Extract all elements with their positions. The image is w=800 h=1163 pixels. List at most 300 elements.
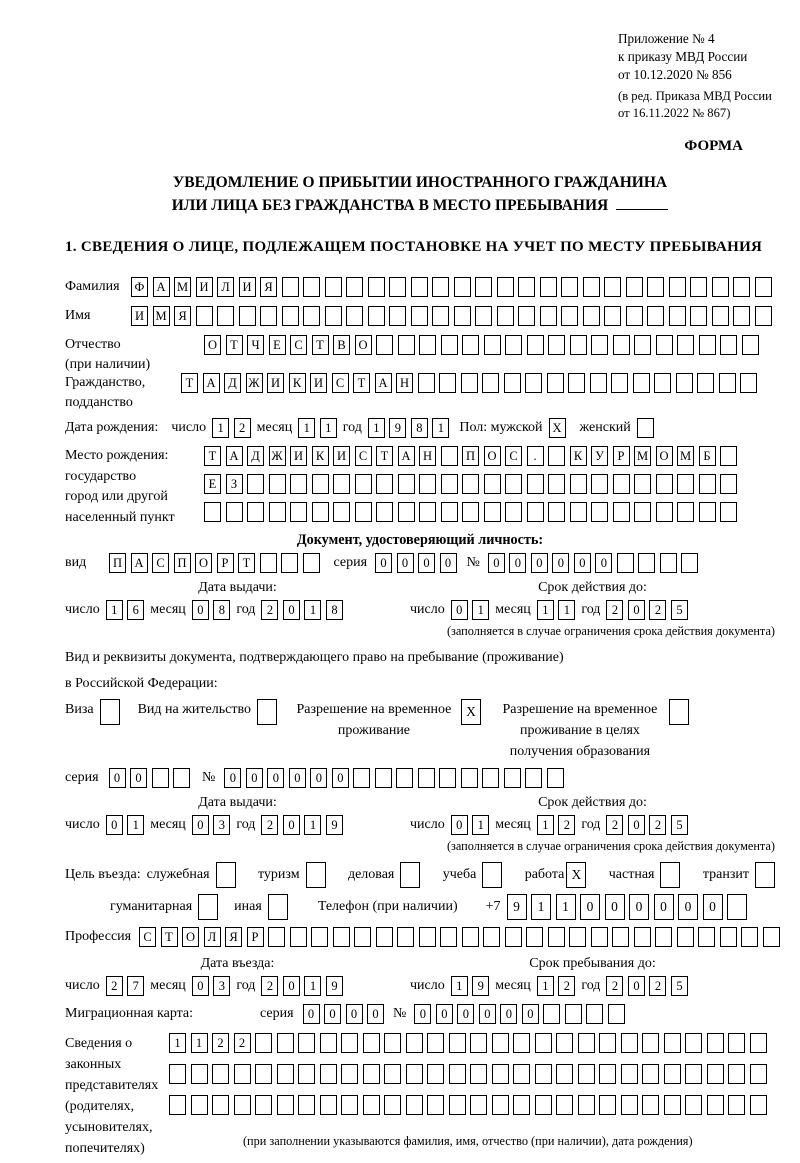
char-cell[interactable]: 0 [289,768,306,788]
surname-input[interactable] [131,277,772,297]
char-cell[interactable] [634,502,651,522]
char-cell[interactable] [504,373,521,393]
char-cell[interactable] [677,927,694,947]
char-cell[interactable]: 0 [418,553,435,573]
char-cell[interactable]: 9 [326,976,343,996]
char-cell[interactable] [312,502,329,522]
char-cell[interactable] [441,335,458,355]
char-cell[interactable] [418,768,435,788]
char-cell[interactable] [612,927,629,947]
char-cell[interactable] [633,373,650,393]
char-cell[interactable] [449,1064,466,1084]
residence-valid-year[interactable] [606,815,688,835]
char-cell[interactable] [690,306,707,326]
char-cell[interactable] [698,927,715,947]
char-cell[interactable] [561,306,578,326]
char-cell[interactable] [303,306,320,326]
char-cell[interactable] [583,306,600,326]
char-cell[interactable]: З [226,474,243,494]
char-cell[interactable]: 1 [556,894,576,920]
doc-kind-input[interactable] [109,553,320,573]
char-cell[interactable]: 0 [654,894,674,920]
char-cell[interactable] [570,335,587,355]
char-cell[interactable]: А [153,277,170,297]
char-cell[interactable]: А [131,553,148,573]
char-cell[interactable] [419,502,436,522]
char-cell[interactable] [669,277,686,297]
char-cell[interactable]: Т [353,373,370,393]
sex-male-checkbox[interactable] [549,418,566,438]
char-cell[interactable] [257,699,277,725]
char-cell[interactable]: Д [224,373,241,393]
char-cell[interactable]: 2 [649,600,666,620]
char-cell[interactable] [441,474,458,494]
char-cell[interactable] [728,1095,745,1115]
char-cell[interactable]: О [182,927,199,947]
char-cell[interactable] [755,862,775,888]
birth-place-input-row2[interactable] [204,474,737,494]
char-cell[interactable]: 0 [192,815,209,835]
purpose-private-checkbox[interactable] [660,862,680,888]
char-cell[interactable]: Ф [131,277,148,297]
residence-issue-year[interactable] [261,815,343,835]
char-cell[interactable] [707,1064,724,1084]
char-cell[interactable]: С [152,553,169,573]
char-cell[interactable]: 1 [298,418,315,438]
char-cell[interactable] [525,768,542,788]
char-cell[interactable] [642,1095,659,1115]
char-cell[interactable]: 1 [537,815,554,835]
char-cell[interactable] [699,502,716,522]
char-cell[interactable] [462,474,479,494]
char-cell[interactable]: 9 [326,815,343,835]
char-cell[interactable] [548,474,565,494]
char-cell[interactable] [470,1033,487,1053]
char-cell[interactable]: 5 [671,976,688,996]
char-cell[interactable]: В [333,335,350,355]
char-cell[interactable]: 0 [283,815,300,835]
char-cell[interactable] [568,373,585,393]
char-cell[interactable] [599,1095,616,1115]
char-cell[interactable] [527,474,544,494]
char-cell[interactable] [341,1095,358,1115]
char-cell[interactable]: Д [247,446,264,466]
char-cell[interactable] [152,768,169,788]
char-cell[interactable] [611,373,628,393]
char-cell[interactable] [398,474,415,494]
char-cell[interactable] [548,502,565,522]
char-cell[interactable]: 2 [234,1033,251,1053]
char-cell[interactable] [277,1033,294,1053]
sex-female-checkbox[interactable] [637,418,654,438]
purpose-work-checkbox[interactable] [566,862,586,888]
char-cell[interactable] [728,1033,745,1053]
char-cell[interactable] [346,277,363,297]
char-cell[interactable] [741,927,758,947]
char-cell[interactable] [441,502,458,522]
char-cell[interactable]: 0 [310,768,327,788]
char-cell[interactable] [685,1095,702,1115]
char-cell[interactable]: М [634,446,651,466]
char-cell[interactable] [712,306,729,326]
char-cell[interactable] [755,277,772,297]
char-cell[interactable] [642,1033,659,1053]
representatives-input-row3[interactable] [169,1095,767,1115]
char-cell[interactable] [269,474,286,494]
char-cell[interactable] [676,373,693,393]
char-cell[interactable] [664,1033,681,1053]
char-cell[interactable]: Л [217,277,234,297]
char-cell[interactable]: С [505,446,522,466]
char-cell[interactable]: 0 [531,553,548,573]
char-cell[interactable] [406,1064,423,1084]
char-cell[interactable]: 8 [213,600,230,620]
char-cell[interactable]: 0 [324,1004,341,1024]
char-cell[interactable]: 2 [212,1033,229,1053]
char-cell[interactable] [303,277,320,297]
char-cell[interactable] [191,1095,208,1115]
char-cell[interactable]: О [204,335,221,355]
char-cell[interactable]: 2 [558,815,575,835]
char-cell[interactable] [376,502,393,522]
char-cell[interactable] [260,306,277,326]
entry-year[interactable] [261,976,343,996]
char-cell[interactable] [599,1064,616,1084]
char-cell[interactable] [353,768,370,788]
char-cell[interactable] [591,927,608,947]
char-cell[interactable]: С [332,373,349,393]
char-cell[interactable] [535,1064,552,1084]
char-cell[interactable] [427,1033,444,1053]
char-cell[interactable]: 0 [192,976,209,996]
char-cell[interactable] [398,335,415,355]
char-cell[interactable] [461,768,478,788]
char-cell[interactable] [341,1064,358,1084]
char-cell[interactable]: 1 [472,600,489,620]
doc-issue-month[interactable] [192,600,231,620]
birth-year-input[interactable] [368,418,450,438]
char-cell[interactable] [427,1064,444,1084]
char-cell[interactable] [497,277,514,297]
char-cell[interactable] [325,277,342,297]
char-cell[interactable] [483,927,500,947]
char-cell[interactable] [198,894,218,920]
char-cell[interactable]: 0 [678,894,698,920]
char-cell[interactable]: И [290,446,307,466]
char-cell[interactable] [239,306,256,326]
char-cell[interactable] [647,306,664,326]
char-cell[interactable] [497,306,514,326]
char-cell[interactable]: А [375,373,392,393]
char-cell[interactable] [669,306,686,326]
char-cell[interactable] [655,927,672,947]
char-cell[interactable] [626,306,643,326]
char-cell[interactable] [664,1064,681,1084]
char-cell[interactable] [664,1095,681,1115]
char-cell[interactable] [475,306,492,326]
char-cell[interactable]: И [310,373,327,393]
char-cell[interactable] [492,1064,509,1084]
char-cell[interactable] [543,1004,560,1024]
char-cell[interactable] [234,1095,251,1115]
char-cell[interactable] [505,474,522,494]
char-cell[interactable] [547,768,564,788]
char-cell[interactable] [504,768,521,788]
char-cell[interactable] [654,373,671,393]
char-cell[interactable] [333,927,350,947]
char-cell[interactable] [260,553,277,573]
char-cell[interactable] [312,474,329,494]
char-cell[interactable]: 0 [246,768,263,788]
char-cell[interactable] [406,1095,423,1115]
char-cell[interactable] [470,1064,487,1084]
char-cell[interactable] [647,277,664,297]
char-cell[interactable]: 2 [261,976,278,996]
char-cell[interactable]: Н [396,373,413,393]
char-cell[interactable]: 2 [606,976,623,996]
char-cell[interactable]: 0 [375,553,392,573]
char-cell[interactable] [638,553,655,573]
char-cell[interactable] [513,1033,530,1053]
char-cell[interactable] [547,373,564,393]
char-cell[interactable]: И [333,446,350,466]
char-cell[interactable] [505,927,522,947]
char-cell[interactable] [621,1095,638,1115]
char-cell[interactable] [518,277,535,297]
char-cell[interactable] [548,446,565,466]
char-cell[interactable]: А [203,373,220,393]
char-cell[interactable]: 0 [106,815,123,835]
temp-permit-checkbox[interactable] [461,699,481,725]
citizenship-input[interactable] [181,373,757,393]
char-cell[interactable] [216,862,236,888]
char-cell[interactable]: 6 [127,600,144,620]
char-cell[interactable] [613,502,630,522]
char-cell[interactable]: 2 [649,815,666,835]
char-cell[interactable]: Е [204,474,221,494]
char-cell[interactable] [100,699,120,725]
char-cell[interactable] [591,474,608,494]
char-cell[interactable]: Р [247,927,264,947]
char-cell[interactable] [569,927,586,947]
char-cell[interactable]: 0 [457,1004,474,1024]
char-cell[interactable]: Е [269,335,286,355]
char-cell[interactable] [282,277,299,297]
char-cell[interactable] [527,502,544,522]
char-cell[interactable]: 1 [537,600,554,620]
char-cell[interactable]: И [267,373,284,393]
char-cell[interactable] [699,335,716,355]
char-cell[interactable]: А [226,446,243,466]
char-cell[interactable] [681,553,698,573]
phone-input[interactable] [507,894,748,920]
char-cell[interactable]: Т [312,335,329,355]
patronymic-input[interactable] [204,335,759,355]
char-cell[interactable]: 3 [213,976,230,996]
char-cell[interactable]: Т [181,373,198,393]
char-cell[interactable]: Я [174,306,191,326]
char-cell[interactable] [750,1064,767,1084]
char-cell[interactable] [561,277,578,297]
char-cell[interactable] [281,553,298,573]
char-cell[interactable] [346,306,363,326]
doc-valid-day[interactable] [451,600,490,620]
char-cell[interactable] [518,306,535,326]
char-cell[interactable]: 9 [389,418,406,438]
char-cell[interactable] [750,1033,767,1053]
char-cell[interactable] [255,1064,272,1084]
char-cell[interactable] [449,1095,466,1115]
char-cell[interactable] [389,306,406,326]
purpose-humanitarian-checkbox[interactable] [198,894,218,920]
char-cell[interactable]: 2 [261,815,278,835]
char-cell[interactable] [613,335,630,355]
char-cell[interactable]: О [195,553,212,573]
char-cell[interactable] [621,1033,638,1053]
char-cell[interactable] [599,1033,616,1053]
char-cell[interactable]: Н [419,446,436,466]
char-cell[interactable] [720,446,737,466]
char-cell[interactable] [637,418,654,438]
char-cell[interactable]: У [591,446,608,466]
char-cell[interactable]: М [677,446,694,466]
visa-checkbox[interactable] [100,699,120,725]
char-cell[interactable]: П [109,553,126,573]
char-cell[interactable]: С [139,927,156,947]
char-cell[interactable] [290,502,307,522]
char-cell[interactable]: 0 [580,894,600,920]
char-cell[interactable]: 1 [432,418,449,438]
char-cell[interactable] [677,335,694,355]
residence-number-input[interactable] [224,768,564,788]
char-cell[interactable] [454,306,471,326]
char-cell[interactable]: 0 [629,894,649,920]
char-cell[interactable] [212,1095,229,1115]
char-cell[interactable]: Ч [247,335,264,355]
char-cell[interactable]: 1 [304,976,321,996]
char-cell[interactable]: X [461,699,481,725]
char-cell[interactable] [707,1033,724,1053]
char-cell[interactable]: 0 [479,1004,496,1024]
char-cell[interactable] [720,474,737,494]
char-cell[interactable]: А [398,446,415,466]
char-cell[interactable] [303,553,320,573]
char-cell[interactable] [169,1095,186,1115]
char-cell[interactable] [290,927,307,947]
char-cell[interactable]: 7 [127,976,144,996]
char-cell[interactable]: 2 [606,600,623,620]
char-cell[interactable] [217,306,234,326]
char-cell[interactable] [368,277,385,297]
char-cell[interactable] [578,1064,595,1084]
char-cell[interactable] [656,502,673,522]
char-cell[interactable] [740,373,757,393]
char-cell[interactable]: Р [217,553,234,573]
char-cell[interactable] [570,502,587,522]
char-cell[interactable] [320,1033,337,1053]
char-cell[interactable] [247,474,264,494]
char-cell[interactable]: О [355,335,372,355]
char-cell[interactable]: Я [260,277,277,297]
char-cell[interactable] [634,335,651,355]
char-cell[interactable] [470,1095,487,1115]
char-cell[interactable]: 0 [628,815,645,835]
char-cell[interactable]: Ж [246,373,263,393]
char-cell[interactable]: Б [699,446,716,466]
char-cell[interactable]: 3 [213,815,230,835]
char-cell[interactable] [277,1064,294,1084]
birth-place-input-row1[interactable] [204,446,737,466]
char-cell[interactable] [482,862,502,888]
char-cell[interactable] [586,1004,603,1024]
char-cell[interactable] [697,373,714,393]
residence-valid-day[interactable] [451,815,490,835]
char-cell[interactable] [505,502,522,522]
char-cell[interactable] [621,1064,638,1084]
given-name-input[interactable] [131,306,772,326]
char-cell[interactable] [604,306,621,326]
char-cell[interactable]: 0 [224,768,241,788]
char-cell[interactable]: 0 [574,553,591,573]
char-cell[interactable]: 1 [106,600,123,620]
char-cell[interactable]: П [174,553,191,573]
char-cell[interactable]: Ж [269,446,286,466]
char-cell[interactable]: Л [204,927,221,947]
char-cell[interactable] [462,927,479,947]
char-cell[interactable]: Т [161,927,178,947]
edu-permit-checkbox[interactable] [669,699,689,725]
char-cell[interactable]: . [527,446,544,466]
char-cell[interactable] [699,474,716,494]
char-cell[interactable] [306,862,326,888]
char-cell[interactable] [226,502,243,522]
char-cell[interactable] [282,306,299,326]
char-cell[interactable] [556,1095,573,1115]
char-cell[interactable]: 8 [326,600,343,620]
entry-month[interactable] [192,976,231,996]
char-cell[interactable] [169,1064,186,1084]
char-cell[interactable] [590,373,607,393]
char-cell[interactable] [363,1033,380,1053]
char-cell[interactable] [733,277,750,297]
char-cell[interactable]: 0 [595,553,612,573]
char-cell[interactable] [720,335,737,355]
char-cell[interactable] [540,277,557,297]
char-cell[interactable] [311,927,328,947]
char-cell[interactable]: 1 [191,1033,208,1053]
char-cell[interactable]: 0 [130,768,147,788]
char-cell[interactable] [298,1095,315,1115]
char-cell[interactable]: 0 [605,894,625,920]
doc-issue-day[interactable] [106,600,145,620]
doc-issue-year[interactable] [261,600,343,620]
stay-day[interactable] [451,976,490,996]
char-cell[interactable] [363,1064,380,1084]
char-cell[interactable] [462,502,479,522]
char-cell[interactable] [484,502,501,522]
char-cell[interactable] [268,894,288,920]
char-cell[interactable] [720,502,737,522]
char-cell[interactable] [591,502,608,522]
char-cell[interactable]: 1 [558,600,575,620]
char-cell[interactable]: 1 [212,418,229,438]
char-cell[interactable] [355,474,372,494]
char-cell[interactable] [375,768,392,788]
purpose-transit-checkbox[interactable] [755,862,775,888]
char-cell[interactable]: 0 [451,815,468,835]
char-cell[interactable] [333,474,350,494]
char-cell[interactable]: 2 [606,815,623,835]
